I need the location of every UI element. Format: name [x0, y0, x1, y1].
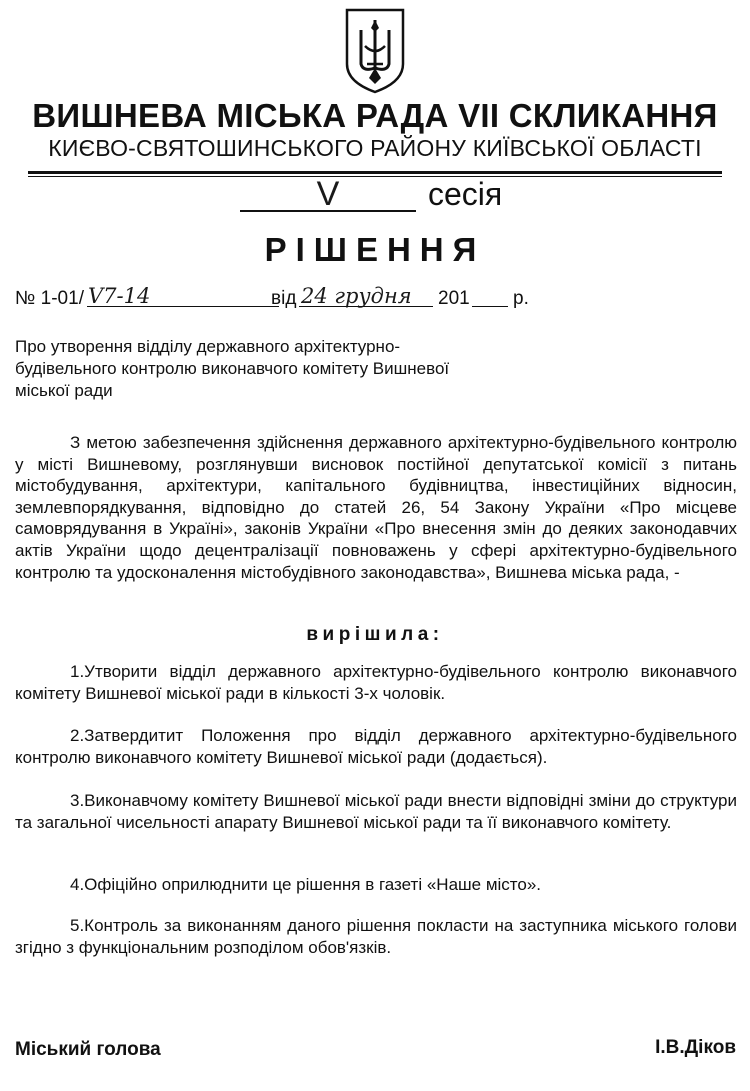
- year-suffix: р.: [513, 288, 529, 309]
- resolved-heading: вирішила:: [306, 624, 444, 645]
- resolution-item-1: 1.Утворити відділ державного архітектурно-будівельного контролю виконавчого комітету Вишневої міської ради в кількості 3-х чоловік.: [15, 662, 737, 703]
- resolution-item-5: 5.Контроль за виконанням даного рішення покласти на заступника міського голови згідно з функціональним розподілом обов'язків.: [15, 916, 737, 957]
- year-underline: [472, 306, 508, 307]
- decision-title: РІШЕННЯ: [264, 231, 486, 268]
- resolution-item-4: 4.Офіційно оприлюднити це рішення в газеті «Наше місто».: [70, 875, 542, 894]
- decision-number-handwritten: V7-14: [88, 284, 151, 308]
- decision-number-row: [15, 284, 735, 314]
- decision-subject: Про утворення відділу державного архітектурно-будівельного контролю виконавчого комітету Вишневої міської ради: [15, 337, 450, 400]
- year-prefix: 201: [438, 288, 470, 309]
- resolution-item-2: 2.Затвердитит Положення про відділ державного архітектурно-будівельного контролю виконавчого комітету Вишневої міської ради (додається).: [15, 726, 737, 767]
- signatory-role: Міський голова: [15, 1039, 161, 1060]
- council-subtitle: КИЄВО-СВЯТОШИНСЬКОГО РАЙОНУ КИЇВСЬКОЇ ОБЛАСТІ: [48, 135, 702, 161]
- resolution-item-3: 3.Виконавчому комітету Вишневої міської ради внести відповідні зміни до структури та загальної чисельності апарату Вишневої міської ради та її виконавчого комітету.: [15, 791, 737, 832]
- decision-number-prefix: № 1-01/: [15, 288, 84, 309]
- session-label: сесія: [428, 176, 503, 212]
- session-number: V: [316, 175, 340, 213]
- session-underline: [240, 210, 416, 212]
- date-prefix: від: [271, 288, 297, 309]
- coat-of-arms-icon: [343, 6, 407, 94]
- header-rule-thick: [28, 171, 722, 174]
- date-underline: [299, 306, 433, 307]
- number-underline: [87, 306, 279, 307]
- signatory-name: І.В.Діков: [655, 1037, 736, 1058]
- preamble-paragraph: З метою забезпечення здійснення державного архітектурно-будівельного контролю у місті Вишневому, розглянувши висновок постійної депутатської комісії з питань містобудування, архітектури, капітального будівництва, інвестиційних відносин, землевпорядкування, відповідно до статей 26, 54 Закону України «Про місцеве самоврядування в Україні», законів України «Про внесення змін до деяких законодавчих актів України щодо децентралізації повноважень у сфері архітектурно-будівельного контролю та удосконалення містобудівного законодавства», Вишнева міська рада, -: [15, 433, 737, 582]
- council-title: ВИШНЕВА МІСЬКА РАДА VII СКЛИКАННЯ: [32, 97, 718, 134]
- date-handwritten: 24 грудня: [301, 284, 412, 308]
